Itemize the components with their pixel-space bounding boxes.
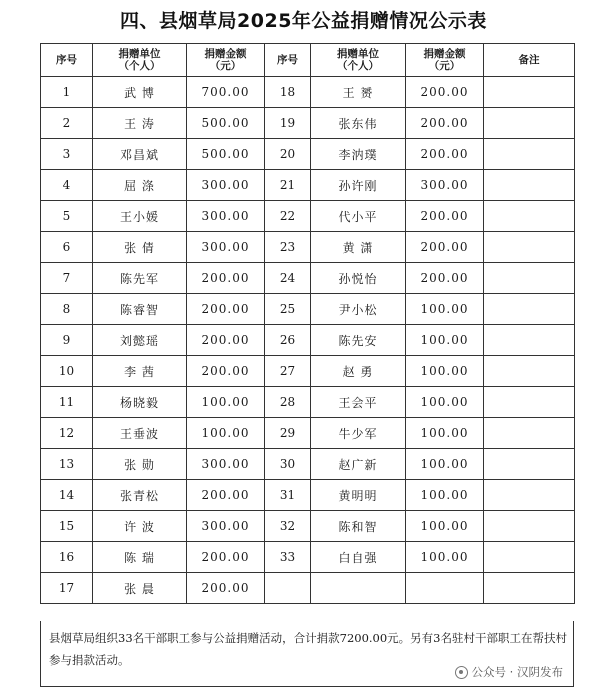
remark-cell <box>484 542 575 573</box>
header-unit-line1: 捐赠单位 <box>118 48 161 60</box>
amount-cell <box>406 573 484 604</box>
table-row <box>41 294 575 325</box>
remark-cell <box>484 418 575 449</box>
amount-cell: 500.00 <box>187 139 265 170</box>
donor-name-cell: 张 倩 <box>93 232 187 263</box>
donor-name-cell: 屈 涤 <box>93 170 187 201</box>
donor-name-cell: 武 博 <box>93 77 187 108</box>
table-row <box>41 325 575 356</box>
donor-name-cell: 牛少军 <box>311 418 406 449</box>
donor-name-cell: 张 晨 <box>93 573 187 604</box>
watermark-text: 公众号 · 汉阴发布 <box>471 665 563 679</box>
donor-name-cell: 王垂波 <box>93 418 187 449</box>
header-amount-right <box>406 44 484 77</box>
remark-cell <box>484 294 575 325</box>
seq-cell: 30 <box>265 449 311 480</box>
seq-cell: 15 <box>41 511 93 542</box>
amount-cell: 100.00 <box>406 387 484 418</box>
remark-cell <box>484 573 575 604</box>
remark-cell <box>484 480 575 511</box>
amount-cell: 200.00 <box>187 263 265 294</box>
seq-cell: 11 <box>41 387 93 418</box>
header-unit-line2: （个人） <box>118 60 161 72</box>
amount-cell: 200.00 <box>187 573 265 604</box>
donor-name-cell: 黄 潇 <box>311 232 406 263</box>
donor-name-cell: 许 波 <box>93 511 187 542</box>
donor-name-cell: 杨晓毅 <box>93 387 187 418</box>
seq-cell: 17 <box>41 573 93 604</box>
seq-cell: 29 <box>265 418 311 449</box>
donor-name-cell: 陈和智 <box>311 511 406 542</box>
header-amount-left <box>187 44 265 77</box>
table-row <box>41 480 575 511</box>
amount-cell: 200.00 <box>187 480 265 511</box>
amount-cell: 200.00 <box>187 542 265 573</box>
donor-name-cell: 王小媛 <box>93 201 187 232</box>
seq-cell: 25 <box>265 294 311 325</box>
remark-cell <box>484 232 575 263</box>
donor-name-cell: 陈 瑞 <box>93 542 187 573</box>
header-amount-line1: 捐赠金额 <box>204 48 247 60</box>
table-row <box>41 263 575 294</box>
donor-name-cell: 陈先安 <box>311 325 406 356</box>
remark-cell <box>484 170 575 201</box>
remark-cell <box>484 511 575 542</box>
amount-cell: 100.00 <box>406 480 484 511</box>
header-unit-line1: 捐赠单位 <box>337 48 379 60</box>
table-row <box>41 387 575 418</box>
seq-cell <box>265 573 311 604</box>
donor-name-cell: 陈先军 <box>93 263 187 294</box>
amount-cell: 100.00 <box>406 294 484 325</box>
header-unit-left <box>93 44 187 77</box>
table-header-row <box>41 44 575 77</box>
amount-cell: 300.00 <box>187 511 265 542</box>
donor-name-cell: 陈睿智 <box>93 294 187 325</box>
table-body <box>41 77 575 604</box>
seq-cell: 28 <box>265 387 311 418</box>
table-row <box>41 418 575 449</box>
amount-cell: 100.00 <box>406 511 484 542</box>
amount-cell: 200.00 <box>187 325 265 356</box>
donor-name-cell: 王 赟 <box>311 77 406 108</box>
seq-cell: 10 <box>41 356 93 387</box>
donor-name-cell: 王会平 <box>311 387 406 418</box>
table-row <box>41 511 575 542</box>
table-row <box>41 77 575 108</box>
amount-cell: 200.00 <box>406 77 484 108</box>
seq-cell: 24 <box>265 263 311 294</box>
seq-cell: 4 <box>41 170 93 201</box>
seq-cell: 9 <box>41 325 93 356</box>
donor-name-cell <box>311 573 406 604</box>
seq-cell: 8 <box>41 294 93 325</box>
watermark <box>455 664 563 680</box>
amount-cell: 700.00 <box>187 77 265 108</box>
seq-cell: 5 <box>41 201 93 232</box>
seq-cell: 22 <box>265 201 311 232</box>
donor-name-cell: 李 茜 <box>93 356 187 387</box>
amount-cell: 200.00 <box>187 356 265 387</box>
remark-cell <box>484 263 575 294</box>
seq-cell: 16 <box>41 542 93 573</box>
amount-cell: 100.00 <box>406 449 484 480</box>
remark-cell <box>484 139 575 170</box>
amount-cell: 500.00 <box>187 108 265 139</box>
amount-cell: 100.00 <box>406 356 484 387</box>
donor-name-cell: 尹小松 <box>311 294 406 325</box>
seq-cell: 2 <box>41 108 93 139</box>
seq-cell: 33 <box>265 542 311 573</box>
amount-cell: 200.00 <box>406 201 484 232</box>
remark-cell <box>484 325 575 356</box>
amount-cell: 300.00 <box>187 449 265 480</box>
table-row <box>41 108 575 139</box>
seq-cell: 12 <box>41 418 93 449</box>
amount-cell: 100.00 <box>406 418 484 449</box>
amount-cell: 300.00 <box>187 170 265 201</box>
donor-name-cell: 张青松 <box>93 480 187 511</box>
donor-name-cell: 代小平 <box>311 201 406 232</box>
seq-cell: 1 <box>41 77 93 108</box>
donor-name-cell: 赵广新 <box>311 449 406 480</box>
header-unit-line2: （个人） <box>337 60 379 72</box>
donor-name-cell: 黄明明 <box>311 480 406 511</box>
seq-cell: 13 <box>41 449 93 480</box>
donor-name-cell: 孙悦怡 <box>311 263 406 294</box>
donation-table <box>40 43 575 604</box>
amount-cell: 100.00 <box>406 325 484 356</box>
amount-cell: 200.00 <box>406 108 484 139</box>
page-title: 四、县烟草局2025年公益捐赠情况公示表 <box>120 10 487 32</box>
amount-cell: 300.00 <box>406 170 484 201</box>
header-amount-line2: （元） <box>428 60 461 72</box>
remark-cell <box>484 201 575 232</box>
header-amount-line1: 捐赠金额 <box>423 48 466 60</box>
seq-cell: 32 <box>265 511 311 542</box>
donor-name-cell: 张 勋 <box>93 449 187 480</box>
amount-cell: 200.00 <box>406 263 484 294</box>
donor-name-cell: 邓昌斌 <box>93 139 187 170</box>
header-seq-left: 序号 <box>41 44 93 77</box>
table-row <box>41 139 575 170</box>
seq-cell: 6 <box>41 232 93 263</box>
remark-cell <box>484 449 575 480</box>
seq-cell: 3 <box>41 139 93 170</box>
seq-cell: 27 <box>265 356 311 387</box>
table-row <box>41 356 575 387</box>
seq-cell: 31 <box>265 480 311 511</box>
amount-cell: 200.00 <box>187 294 265 325</box>
header-seq-right: 序号 <box>265 44 311 77</box>
amount-cell: 100.00 <box>187 387 265 418</box>
table-row <box>41 449 575 480</box>
donor-name-cell: 赵 勇 <box>311 356 406 387</box>
seq-cell: 23 <box>265 232 311 263</box>
amount-cell: 200.00 <box>406 139 484 170</box>
donor-name-cell: 张东伟 <box>311 108 406 139</box>
seq-cell: 19 <box>265 108 311 139</box>
seq-cell: 21 <box>265 170 311 201</box>
amount-cell: 300.00 <box>187 201 265 232</box>
amount-cell: 200.00 <box>406 232 484 263</box>
amount-cell: 300.00 <box>187 232 265 263</box>
table-row <box>41 232 575 263</box>
summary-note: 县烟草局组织33名干部职工参与公益捐赠活动，合计捐款7200.00元。另有3名驻村干部职工在帮扶村参与捐款活动。 <box>40 621 574 687</box>
seq-cell: 18 <box>265 77 311 108</box>
remark-cell <box>484 387 575 418</box>
donor-name-cell: 刘懿瑶 <box>93 325 187 356</box>
table-row <box>41 573 575 604</box>
header-amount-line2: （元） <box>209 60 242 72</box>
table-row <box>41 542 575 573</box>
donor-name-cell: 白自强 <box>311 542 406 573</box>
table-row <box>41 201 575 232</box>
header-unit-right <box>311 44 406 77</box>
seq-cell: 20 <box>265 139 311 170</box>
donor-name-cell: 李汭璞 <box>311 139 406 170</box>
seq-cell: 14 <box>41 480 93 511</box>
remark-cell <box>484 77 575 108</box>
seq-cell: 7 <box>41 263 93 294</box>
remark-cell <box>484 356 575 387</box>
donor-name-cell: 王 涛 <box>93 108 187 139</box>
amount-cell: 100.00 <box>406 542 484 573</box>
donor-name-cell: 孙许刚 <box>311 170 406 201</box>
seq-cell: 26 <box>265 325 311 356</box>
amount-cell: 100.00 <box>187 418 265 449</box>
header-remark: 备注 <box>484 44 575 77</box>
remark-cell <box>484 108 575 139</box>
table-row <box>41 170 575 201</box>
wechat-official-account-icon <box>455 666 468 679</box>
